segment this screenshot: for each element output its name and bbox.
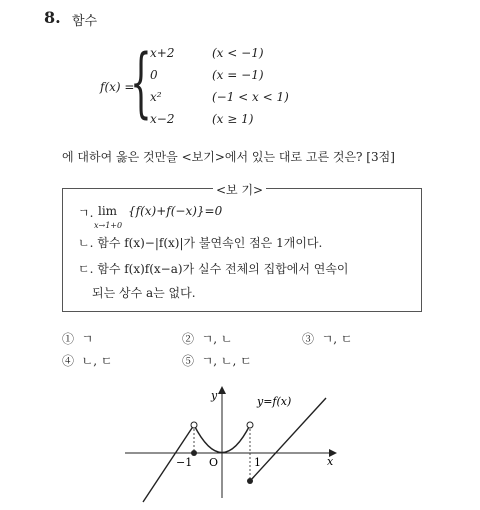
question-title: 함수 [72,14,98,29]
choice-3-text: ㄱ, ㄷ [321,332,353,346]
choice-2-num: ② [182,332,195,346]
piece-4-cond: (x ≥ 1) [212,112,254,126]
choice-1-text: ㄱ [81,332,94,346]
bogi-item-3-line2: 되는 상수 a는 없다. [92,286,196,300]
question-number: 8. [44,8,61,27]
left-brace: { [130,37,152,126]
choice-5-text: ㄱ, ㄴ, ㄷ [201,354,252,368]
bogi-item-2: ㄴ. 함수 f(x)−|f(x)|가 불연속인 점은 1개이다. [78,236,323,250]
piece-4-expr: x−2 [150,112,175,126]
choice-1-num: ① [62,332,75,346]
function-label: f(x) = [100,80,135,94]
origin-label: O [209,456,219,469]
piece-2-cond: (x = −1) [212,68,264,82]
piece-2-expr: 0 [150,68,158,82]
tick-neg1-label: −1 [176,456,193,469]
bogi-item-3-line1: ㄷ. 함수 f(x)f(x−a)가 실수 전체의 집합에서 연속이 [78,262,349,276]
x-axis-label: x [327,455,334,468]
choice-5-num: ⑤ [182,354,195,368]
bogi-item-1-prefix: ㄱ. [78,206,94,220]
filled-point-1 [247,478,253,484]
piece-1-cond: (x < −1) [212,46,264,60]
open-point-1 [247,422,253,428]
choice-2-text: ㄱ, ㄴ [201,332,233,346]
open-point-neg1 [191,422,197,428]
bogi-item-1-lim: lim [98,204,118,218]
choice-4-num: ④ [62,354,75,368]
tick-1-label: 1 [254,456,261,469]
y-axis-label: y [211,389,218,402]
piece-3-expr: x² [150,90,162,104]
question-prompt: 에 대하여 옳은 것만을 <보기>에서 있는 대로 고른 것은? [3점] [62,150,395,164]
choice-3-num: ③ [302,332,315,346]
bogi-title: <보 기> [213,181,266,198]
bogi-item-1-lim-sub: x→1+0 [94,221,123,230]
curve-label: y=f(x) [257,395,292,408]
curve-right-line [250,398,326,481]
piece-1-expr: x+2 [150,46,175,60]
bogi-item-1-expr: {f(x)+f(−x)}=0 [128,204,223,218]
piece-3-cond: (−1 < x < 1) [212,90,289,104]
choice-4-text: ㄴ, ㄷ [81,354,113,368]
